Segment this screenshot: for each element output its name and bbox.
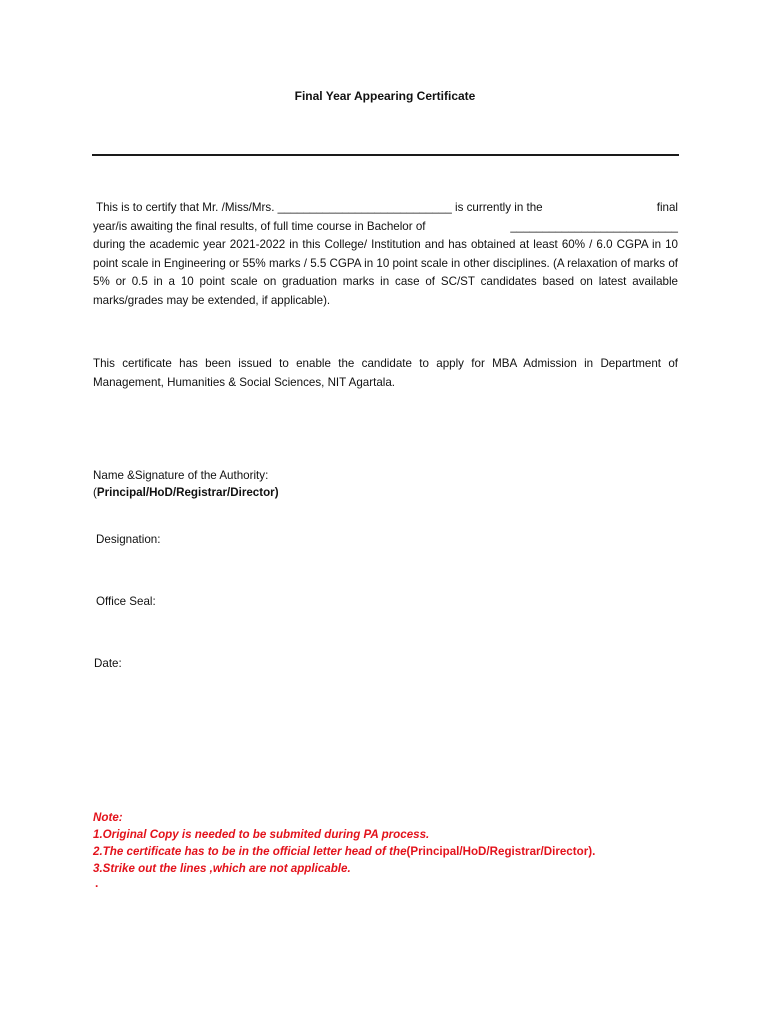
authority-block xyxy=(93,467,279,501)
note-heading: Note: xyxy=(93,811,123,824)
note-item-2-text: 2.The certificate has to be in the official letter head of the xyxy=(93,845,407,858)
date-label: Date: xyxy=(94,657,122,670)
note-item-2-roles: (Principal/HoD/Registrar/Director). xyxy=(406,845,596,858)
eligibility-text: during the academic year 2021-2022 in this College/ Institution and has obtained at least 60% / 6.0 CGPA in 10 point scale in Engineering or 55% marks / 5.5 CGPA in 10 point scale in other disciplines. (A relaxation of marks of 5% or 0.5 in a 10 point scale on graduation marks in case of SC/ST candidates based on latest available marks/grades may be extended, if applicable). xyxy=(93,238,678,307)
candidate-name-blank: ___________________________ xyxy=(277,201,452,214)
certification-line-1 xyxy=(93,199,678,218)
document-title: Final Year Appearing Certificate xyxy=(294,89,476,103)
note-item-2 xyxy=(93,843,595,860)
certify-intro: This is to certify that Mr. /Miss/Mrs. xyxy=(96,201,275,214)
authority-roles: Principal/HoD/Registrar/Director) xyxy=(96,486,279,499)
certification-line-2 xyxy=(93,218,678,237)
title-divider xyxy=(92,154,679,156)
bachelor-degree-blank: __________________________ xyxy=(510,219,678,233)
note-block xyxy=(93,809,595,877)
note-item-3: 3.Strike out the lines ,which are not applicable. xyxy=(93,862,351,875)
certify-text xyxy=(96,199,543,218)
designation-label: Designation: xyxy=(96,533,161,546)
authority-paren: ( xyxy=(93,486,97,499)
purpose-paragraph: This certificate has been issued to enable the candidate to apply for MBA Admission in Department of Management, Humanities & Social Sciences, NIT Agartala. xyxy=(93,357,678,389)
note-trailing-dot: . xyxy=(95,876,99,890)
authority-label: Name &Signature of the Authority: xyxy=(93,469,269,482)
office-seal-label: Office Seal: xyxy=(96,595,156,608)
certify-final-word: final xyxy=(656,201,678,214)
course-text: year/is awaiting the final results, of full time course in Bachelor of xyxy=(93,219,426,233)
certify-mid: is currently in the xyxy=(455,201,543,214)
authority-roles-line xyxy=(93,484,279,501)
note-item-1: 1.Original Copy is needed to be submited during PA process. xyxy=(93,828,430,841)
certification-paragraph xyxy=(93,199,678,311)
